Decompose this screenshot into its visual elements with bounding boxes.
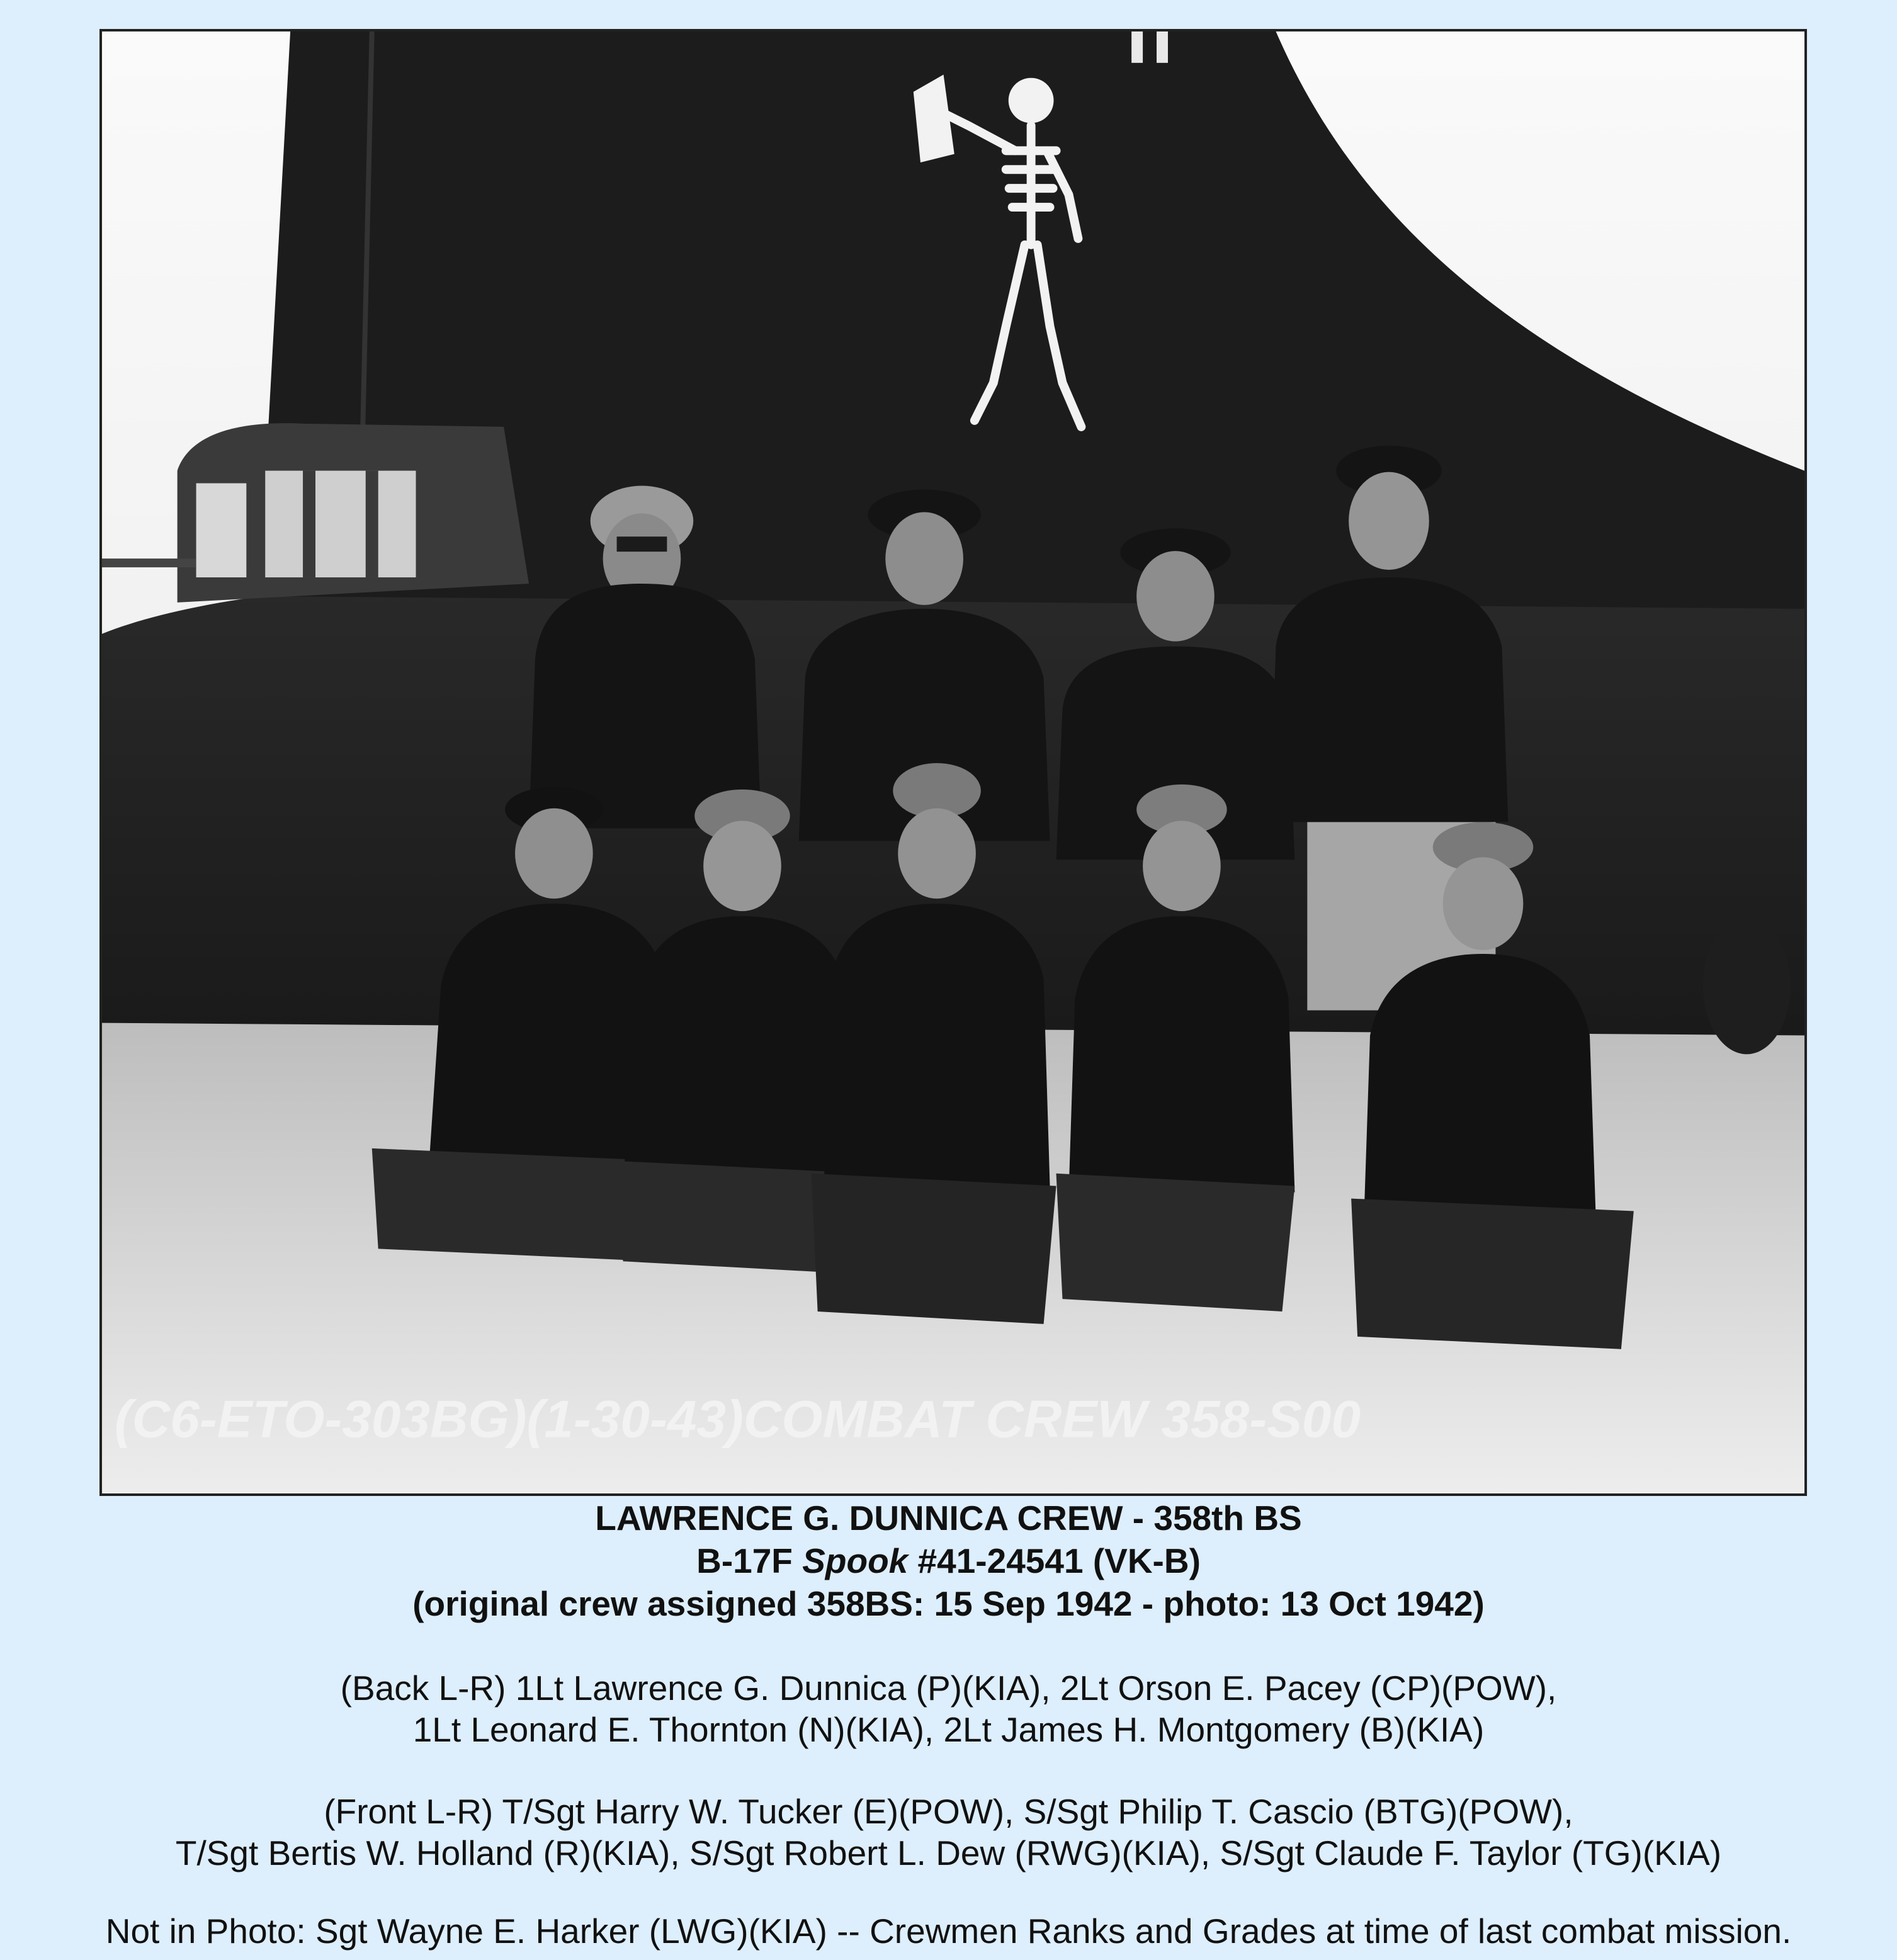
not-in-photo-note: Not in Photo: Sgt Wayne E. Harker (LWG)(KIA) -- Crewmen Ranks and Grades at time of last combat mission.: [105, 1912, 1792, 1951]
front-row-line-1: (Front L-R) T/Sgt Harry W. Tucker (E)(POW), S/Sgt Philip T. Cascio (BTG)(POW),: [324, 1792, 1573, 1831]
aircraft-suffix: #41-24541 (VK-B): [908, 1541, 1201, 1580]
caption-title: LAWRENCE G. DUNNICA CREW - 358th BS: [595, 1498, 1302, 1538]
aircraft-prefix: B-17F: [696, 1541, 803, 1580]
back-row-line-2: 1Lt Leonard E. Thornton (N)(KIA), 2Lt James H. Montgomery (B)(KIA): [412, 1710, 1485, 1749]
caption-aircraft: [0, 1540, 1897, 1582]
caption-assignment: (original crew assigned 358BS: 15 Sep 1942 - photo: 13 Oct 1942): [412, 1584, 1485, 1623]
aircraft-name: Spook: [802, 1541, 909, 1580]
back-row-line-1: (Back L-R) 1Lt Lawrence G. Dunnica (P)(KIA), 2Lt Orson E. Pacey (CP)(POW),: [340, 1668, 1557, 1708]
crew-photo-image: [102, 31, 1804, 1493]
crew-photo: [99, 29, 1807, 1496]
front-row-line-2: T/Sgt Bertis W. Holland (R)(KIA), S/Sgt Robert L. Dew (RWG)(KIA), S/Sgt Claude F. Taylor (TG)(KIA): [175, 1833, 1722, 1872]
photo-inscription: (C6-ETO-303BG)(1-30-43)COMBAT CREW 358-S00: [114, 1389, 1361, 1449]
